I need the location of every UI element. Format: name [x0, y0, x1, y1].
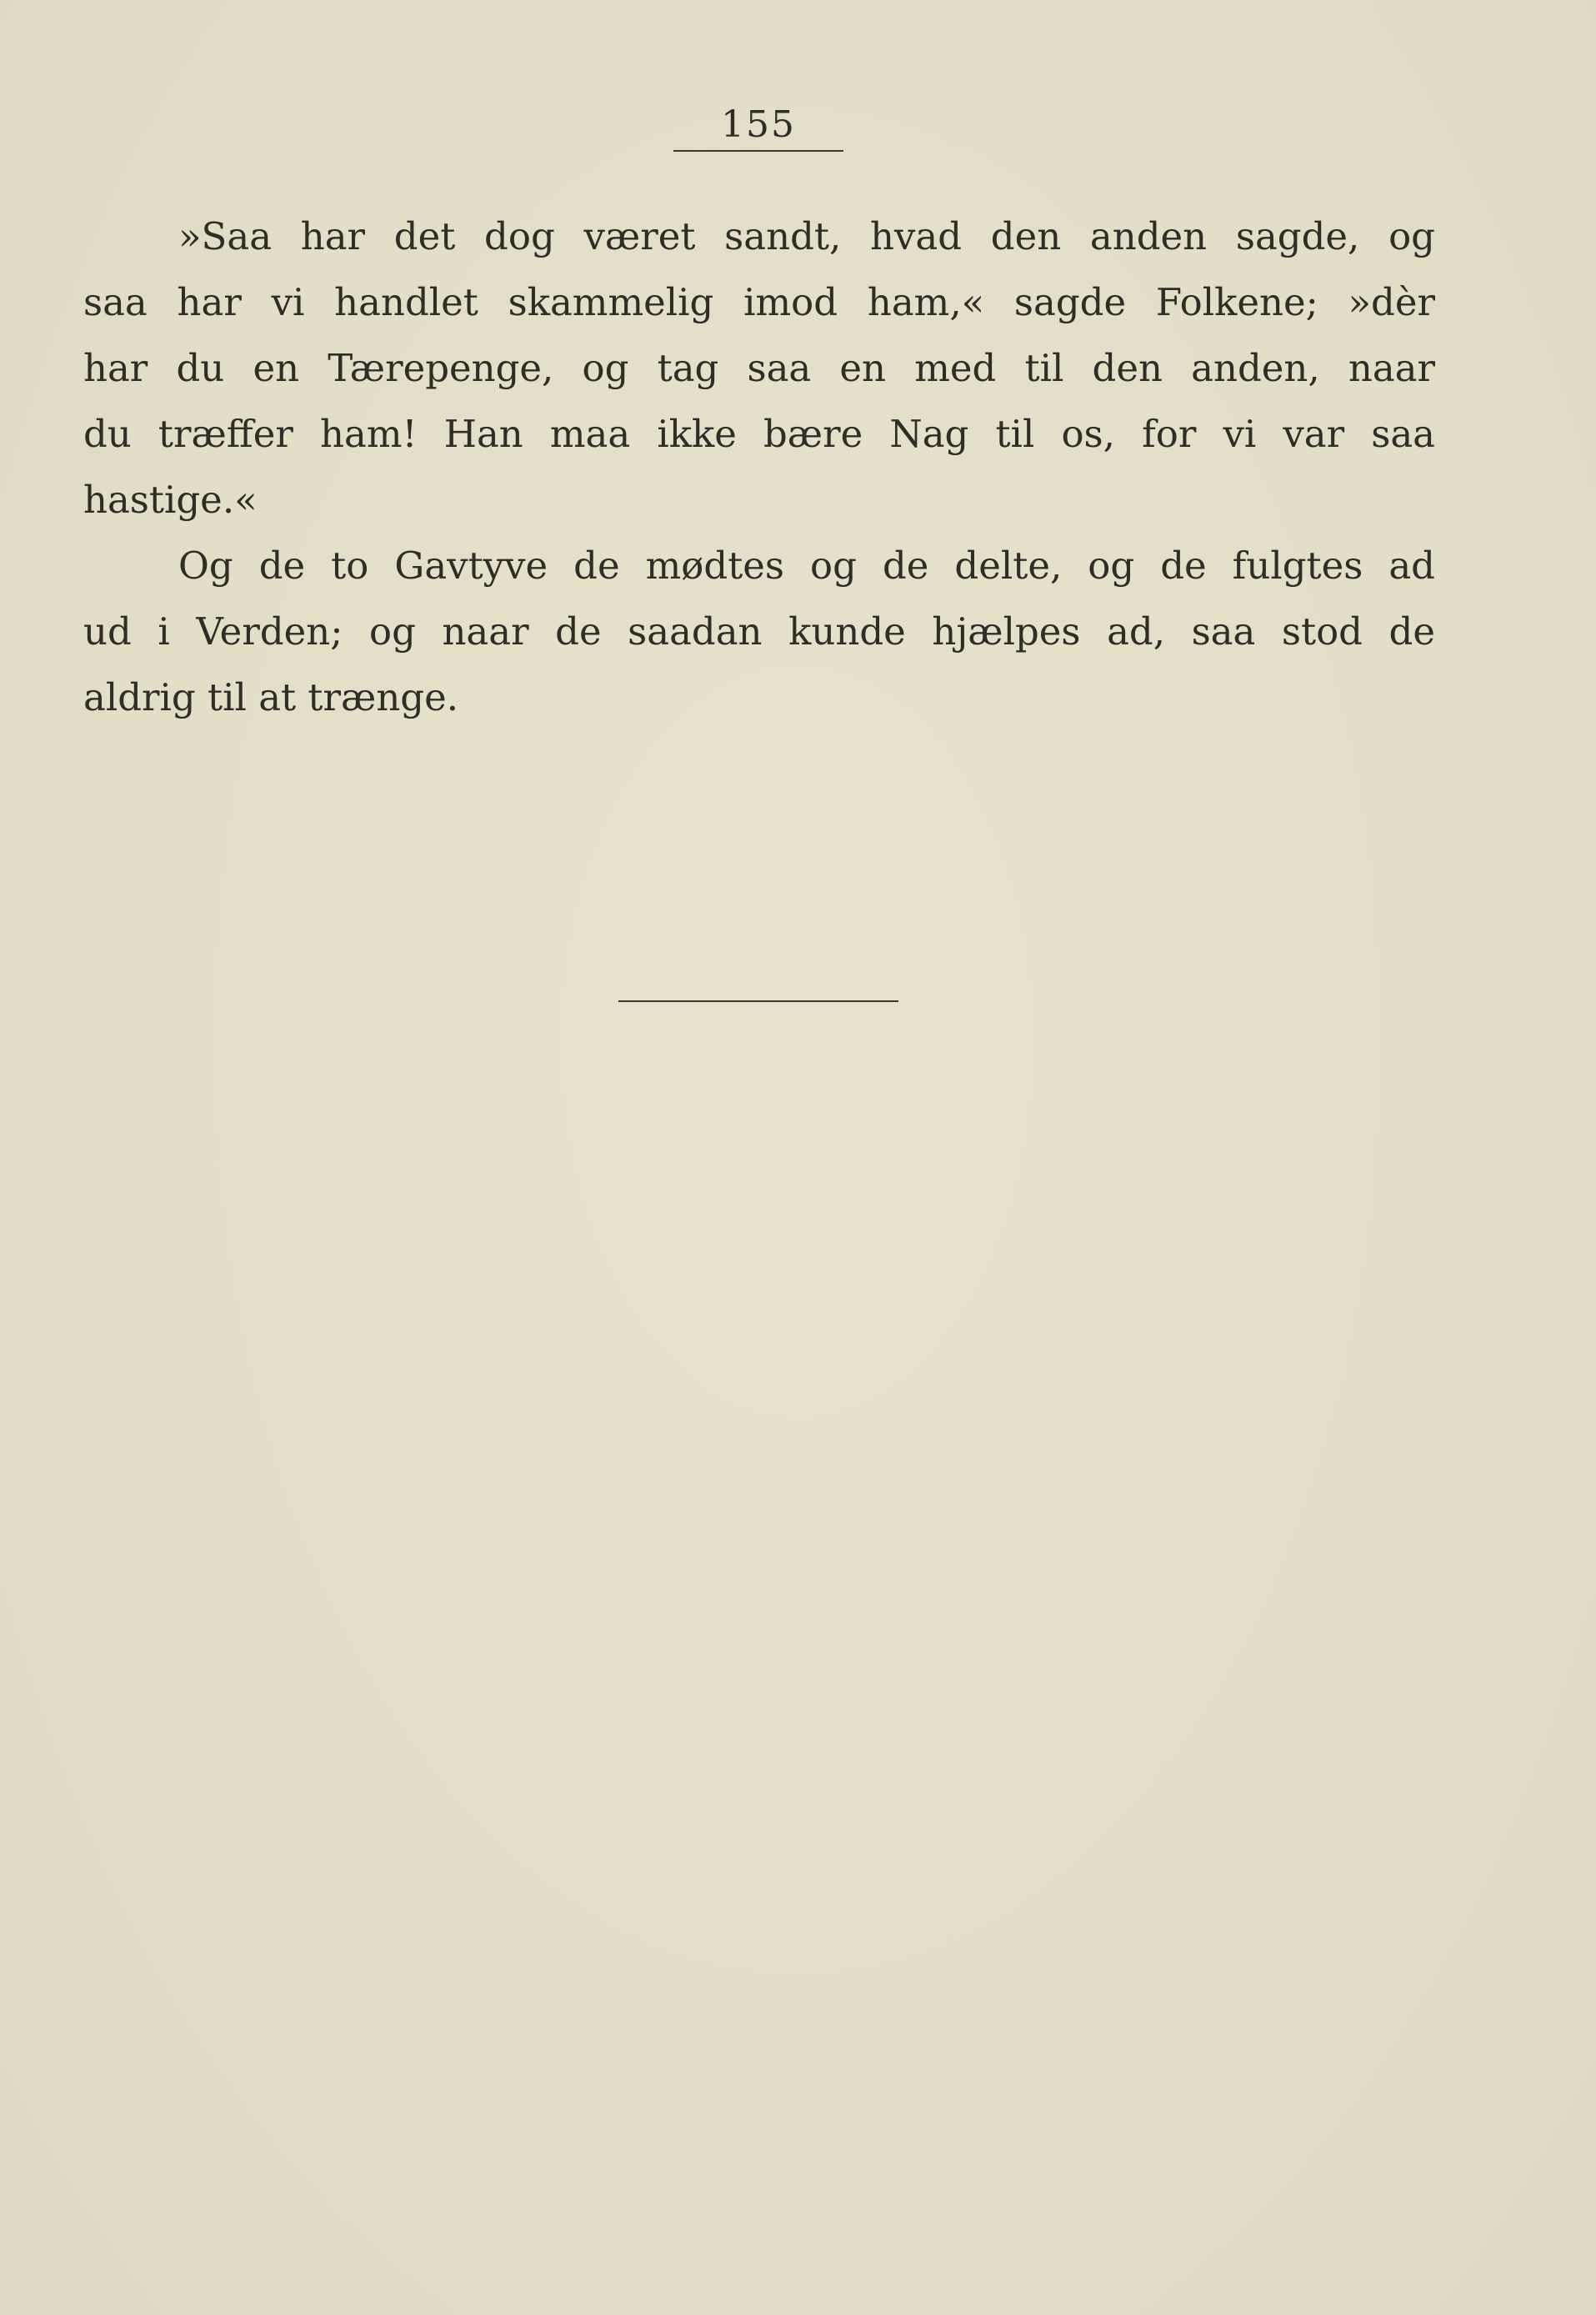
- page-number: 155: [721, 103, 796, 146]
- body-text: [83, 203, 1435, 730]
- text-line: aldrig til at trænge.: [83, 675, 459, 719]
- end-of-chapter-rule: [618, 1000, 898, 1002]
- text-line: »Saa har det dog været sandt, hvad den anden sagde, og: [178, 214, 1435, 258]
- text-line: du træffer ham! Han maa ikke bære Nag til os, for vi var saa: [83, 412, 1435, 456]
- page-number-rule: [673, 150, 843, 152]
- paragraph-1: [83, 203, 1435, 533]
- text-line: saa har vi handlet skammelig imod ham,« sagde Folkene; »dèr: [83, 280, 1435, 324]
- paragraph-2: [83, 533, 1435, 730]
- text-line: Og de to Gavtyve de mødtes og de delte, og de fulgtes ad: [178, 544, 1435, 588]
- text-line: ud i Verden; og naar de saadan kunde hjælpes ad, saa stod de: [83, 609, 1435, 654]
- text-line: har du en Tærepenge, og tag saa en med til den anden, naar: [83, 346, 1435, 390]
- text-line: hastige.«: [83, 478, 258, 522]
